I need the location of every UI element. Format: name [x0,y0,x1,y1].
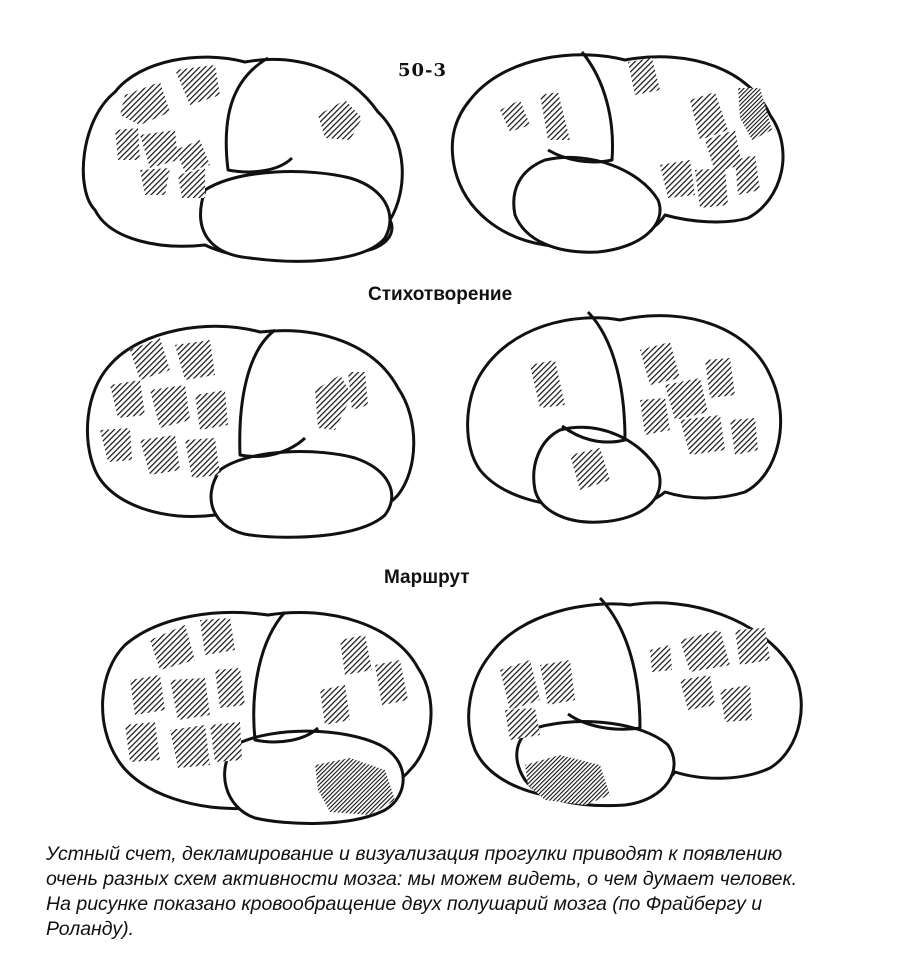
caption-line: очень разных схем активности мозга: мы можем видеть, о чем думает человек. [46,868,798,890]
top-label: 50-3 [398,60,448,81]
temporal-lobe [211,452,392,538]
caption-line: Устный счет, декламирование и визуализация прогулки приводят к появлению [46,843,783,865]
figure-caption [46,842,886,942]
route-label: Маршрут [384,567,470,588]
poem-label: Стихотворение [368,284,513,305]
brain-right-poem [468,312,781,522]
caption-line: На рисунке показано кровообращение двух полушарий мозга (по Фрайбергу и [46,893,763,915]
temporal-lobe [201,172,390,262]
caption-line: Роланду). [46,918,134,940]
